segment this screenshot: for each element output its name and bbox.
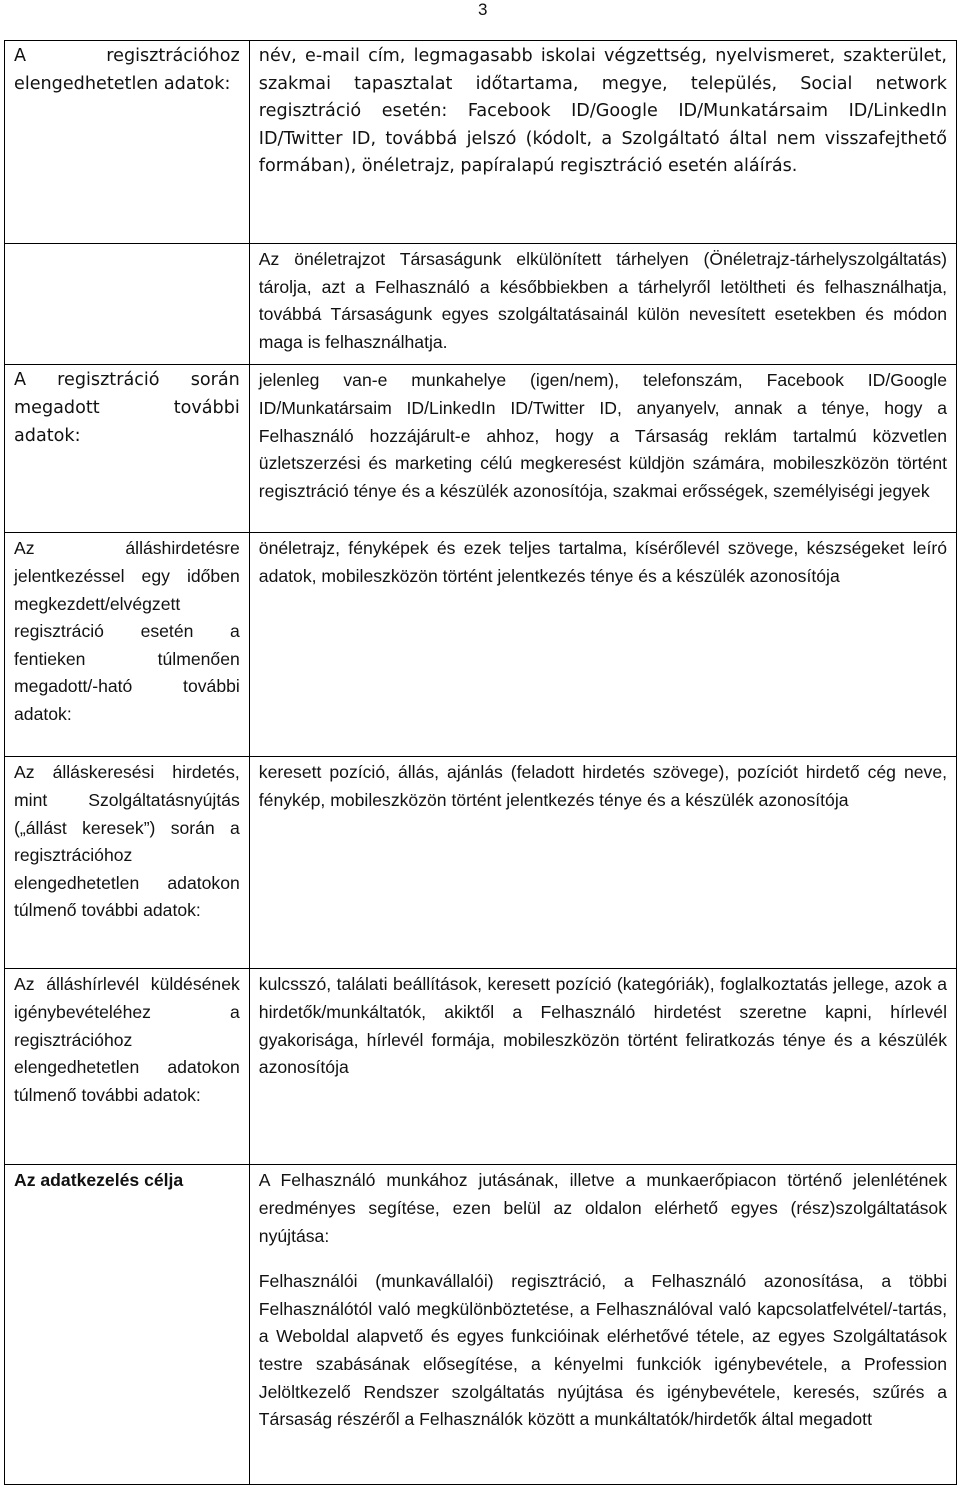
row-value: keresett pozíció, állás, ajánlás (feladott hirdetés szövege), pozíciót hirdető cég neve, fénykép, mobileszközön történt jelentkezés ténye és a készülék azonosítója [249,757,956,969]
row-value-group [249,1165,956,1485]
row-label: Az álláshírlevél küldésének igénybevételéhez a regisztrációhoz elengedhetetlen adatokon túlmenő további adatok: [5,969,250,1165]
row-value: jelenleg van-e munkahelye (igen/nem), telefonszám, Facebook ID/Google ID/Munkatársaim ID/LinkedIn ID/Twitter ID, anyanyelv, annak a ténye, hogy a Felhasználó hozzájárult-e ahhoz, hogy a Társaság reklám tartalmú közvetlen üzletszerzési és marketing célú megkeresést küldjön számára, mobileszközön történt regisztráció ténye és a készülék azonosítója, szakmai erősségek, személyiségi jegyek [249,365,956,533]
row-label: A regisztráció során megadott további adatok: [5,365,250,533]
row-value: Az önéletrajzot Társaságunk elkülönített tárhelyen (Önéletrajz-tárhelyszolgáltatás) tárolja, azt a Felhasználó a későbbiekben a tárhelyről letöltheti és felhasználhatja, továbbá Társaságunk egyes szolgáltatásainál külön nevesített esetekben és módon maga is felhasználhatja. [249,244,956,365]
row-label: Az álláskeresési hirdetés, mint Szolgáltatásnyújtás („állást keresek”) során a regisztrációhoz elengedhetetlen adatokon túlmenő további adatok: [5,757,250,969]
table-row [5,244,957,365]
table-row [5,969,957,1165]
row-value: önéletrajz, fényképek és ezek teljes tartalma, kísérőlevél szövege, készségeket leíró adatok, mobileszközön történt jelentkezés ténye és a készülék azonosítója [249,533,956,757]
purpose-detail: Felhasználói (munkavállalói) regisztráció, a Felhasználó azonosítása, a többi Felhasználótól való megkülönböztetése, a Felhasználóval való kapcsolatfelvétel/-tartás, a Weboldal alapvető és egyes funkcióinak elérhetővé tétele, az egyes Szolgáltatások testre szabásának elősegítése, a kényelmi funkciók igénybevétele, a Profession Jelöltkezelő Rendszer szolgáltatás nyújtása és igénybevétele, keresés, szűrés a Társaság részéről a Felhasználók között a munkáltatók/hirdetők által megadott [258,1271,947,1430]
row-label: Az álláshirdetésre jelentkezéssel egy időben megkezdett/elvégzett regisztráció esetén a fentieken túlmenően megadott/-ható további adatok: [5,533,250,757]
table-row [5,1165,957,1485]
data-table [4,40,957,1485]
page-number: 3 [478,0,488,19]
row-label [5,244,250,365]
row-value: kulcsszó, találati beállítások, keresett pozíció (kategóriák), foglalkoztatás jellege, azok a hirdetők/munkáltatók, akiktől a Felhasználó hirdetést szeretne kapni, hírlevél gyakorisága, hírlevél formája, mobileszközön történt feliratkozás ténye és a készülék azonosítója [249,969,956,1165]
table-row [5,757,957,969]
table-row [5,365,957,533]
table-row [5,41,957,244]
purpose-intro: A Felhasználó munkához jutásának, illetve a munkaerőpiacon történő jelenlétének eredményes segítése, ezen belül az oldalon elérhető egyes (rész)szolgáltatások nyújtása: [258,1170,947,1246]
row-label: A regisztrációhoz elengedhetetlen adatok: [5,41,250,244]
table-row [5,533,957,757]
row-label: Az adatkezelés célja [5,1165,250,1485]
row-value: név, e-mail cím, legmagasabb iskolai végzettség, nyelvismeret, szakterület, szakmai tapasztalat időtartama, megye, település, Social network regisztráció esetén: Facebook ID/Google ID/Munkatársaim ID/LinkedIn ID/Twitter ID, továbbá jelszó (kódolt, a Szolgáltató által nem visszafejthető formában), önéletrajz, papíralapú regisztráció esetén aláírás. [249,41,956,244]
